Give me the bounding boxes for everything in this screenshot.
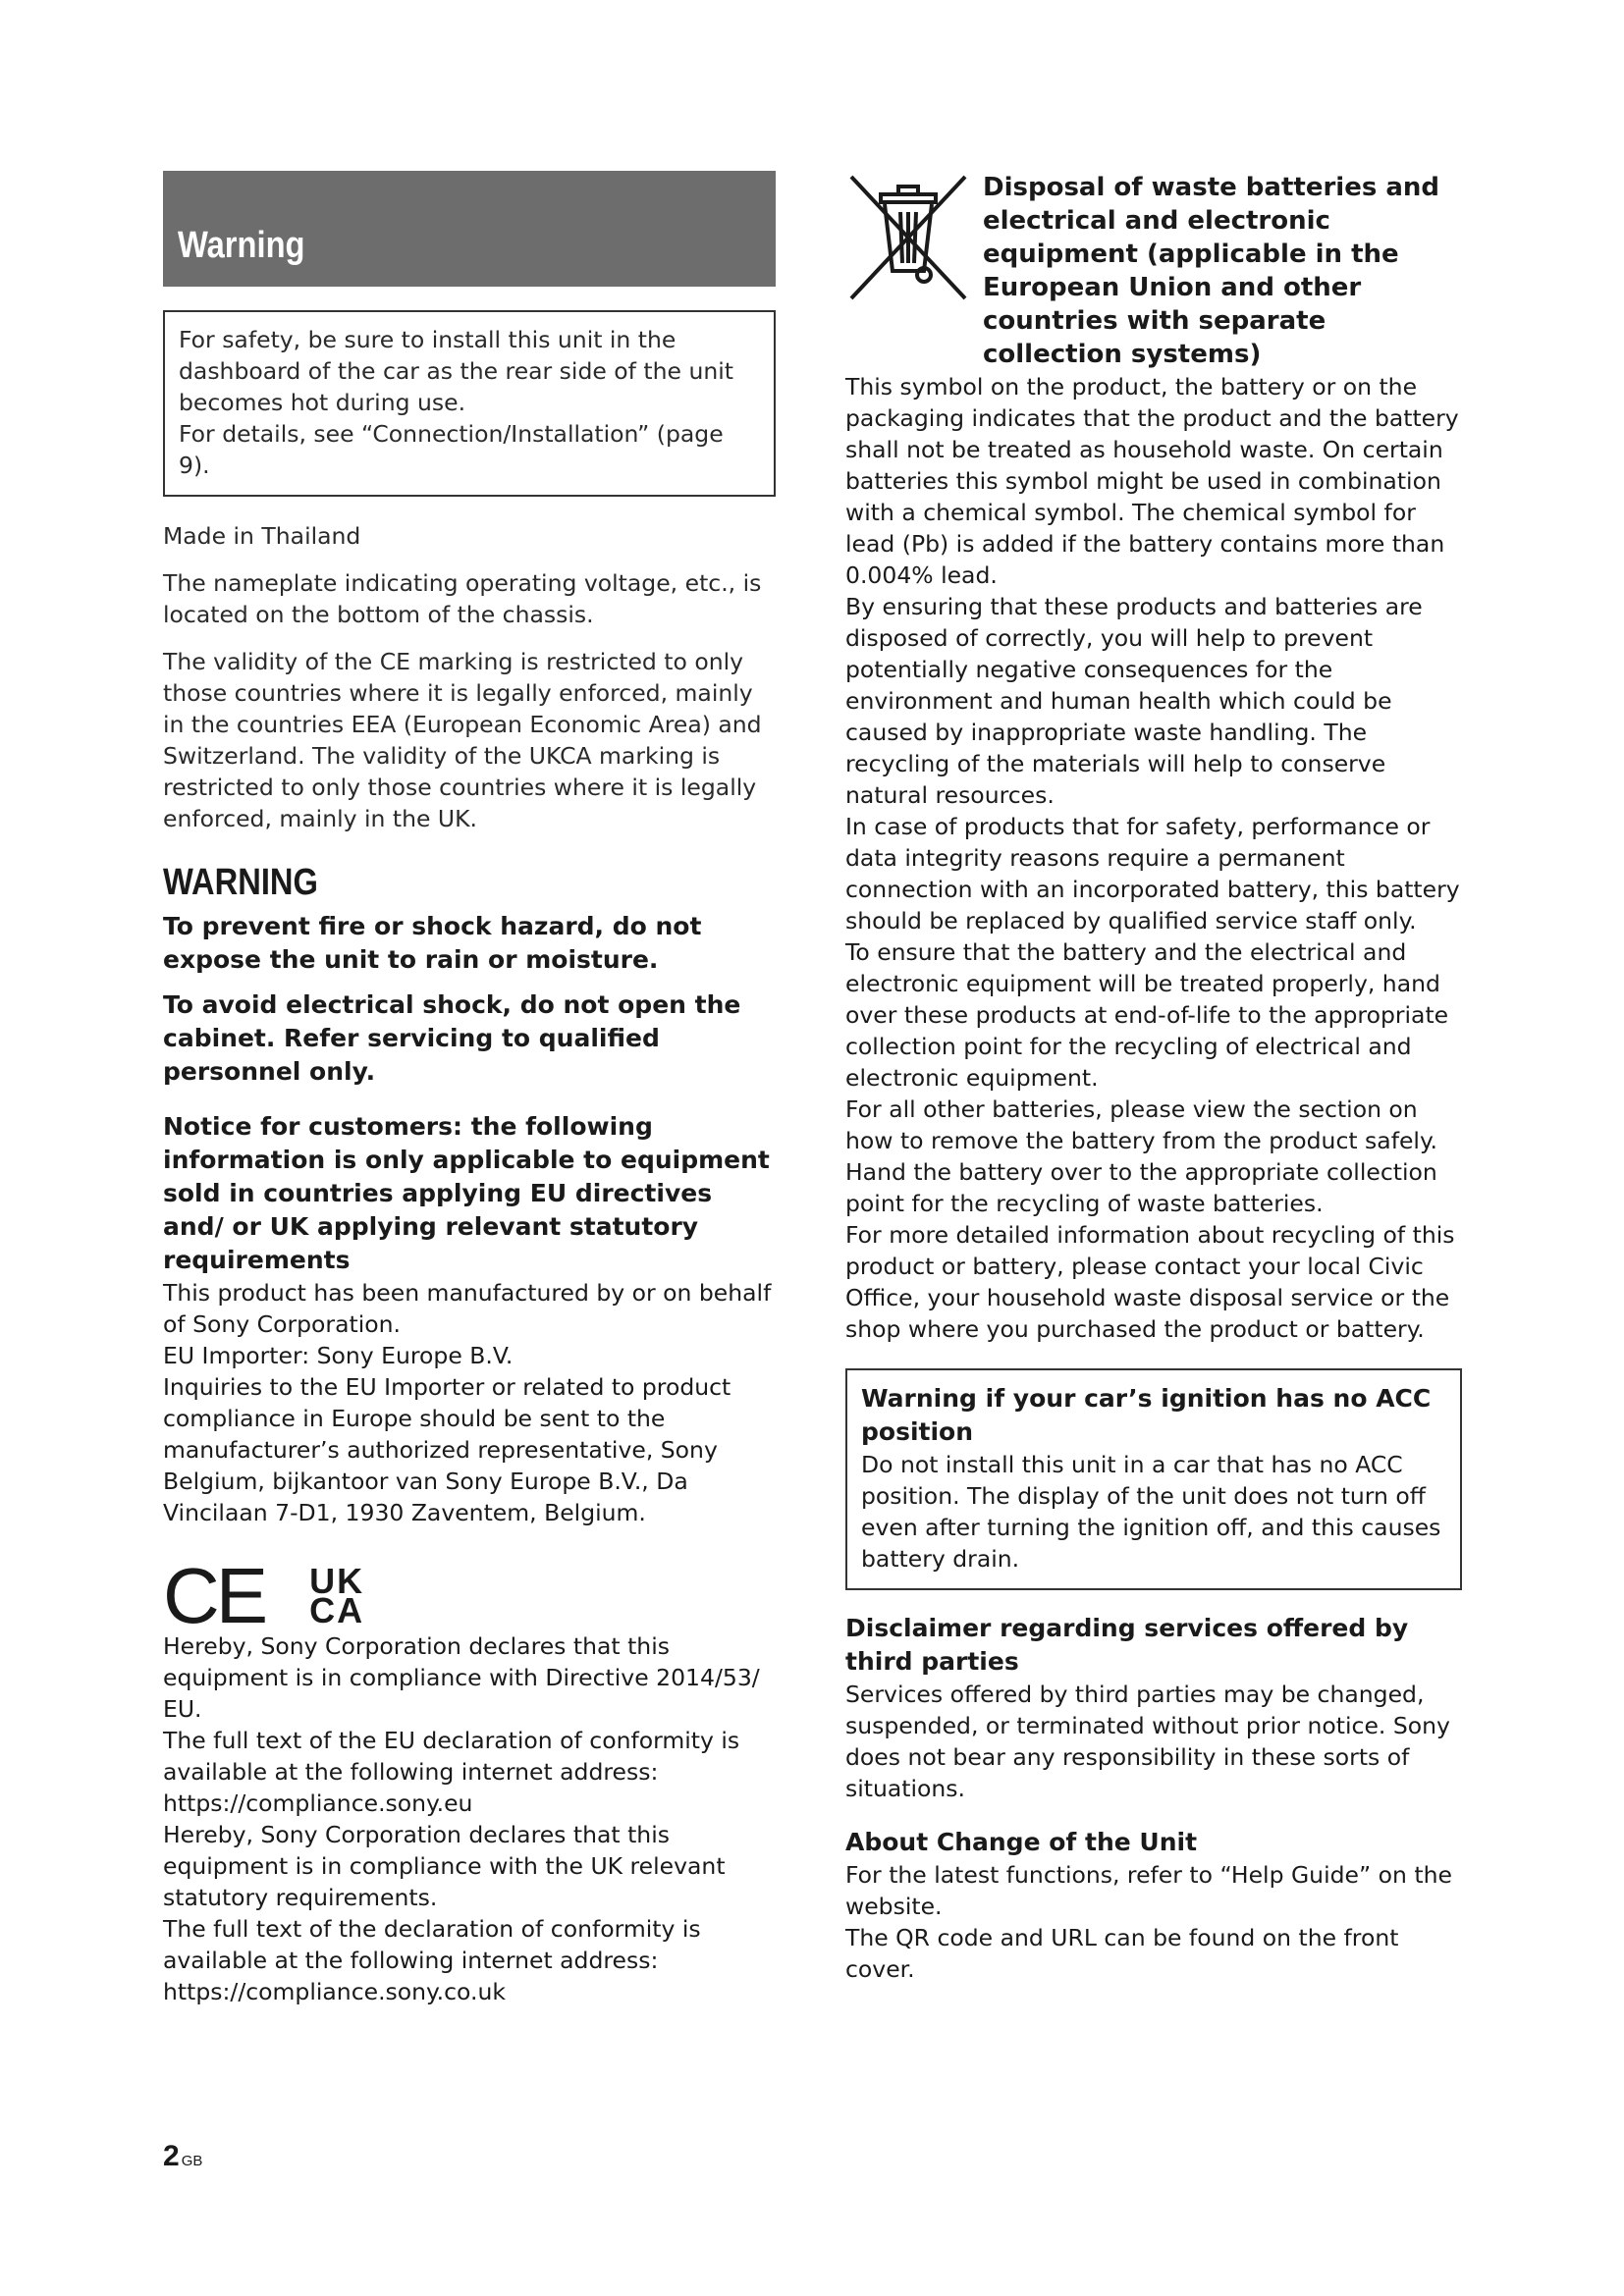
notice-heading: Notice for customers: the following information is only applicable to equipment sold in countries applying EU directives and/ or UK applying relevant statutory requirements xyxy=(163,1112,770,1274)
ce-validity-text: The validity of the CE marking is restricted to only those countries where it is legally enforced, mainly in the countries EEA (European Economic Area) and Switzerland. The validity of the UKCA marking is restricted to only those countries where it is legally enforced, mainly in the UK. xyxy=(163,648,762,832)
notice-manufacturer: This product has been manufactured by or on behalf of Sony Corporation. xyxy=(163,1279,772,1338)
disclaimer-text: Services offered by third parties may be changed, suspended, or terminated without prior notice. Sony does not bear any responsibility in these sorts of situations. xyxy=(845,1681,1450,1802)
safety-notice-box xyxy=(163,310,776,497)
ukca-mark xyxy=(309,1561,365,1630)
disposal-other-batteries-text: For all other batteries, please view the section on how to remove the battery from the product safely. Hand the battery over to the appropriate collection point for the recycling of waste batteries. xyxy=(845,1095,1437,1217)
page-language-suffix: GB xyxy=(181,2153,203,2169)
ce-mark: CE xyxy=(163,1552,265,1639)
notice-importer: EU Importer: Sony Europe B.V. xyxy=(163,1342,514,1369)
uk-declaration: Hereby, Sony Corporation declares that this equipment is in compliance with the UK relevant statutory requirements. xyxy=(163,1821,726,1911)
ukca-mark-bottom: CA xyxy=(309,1590,365,1630)
acc-warning-box xyxy=(845,1368,1462,1590)
disposal-more-info-text: For more detailed information about recycling of this product or battery, please contact your local Civic Office, your household waste disposal service or the shop where you purchased the product or battery. xyxy=(845,1221,1455,1343)
made-in: Made in Thailand xyxy=(163,522,361,550)
ukca-mark-top: UK xyxy=(309,1561,365,1601)
disposal-heading: Disposal of waste batteries and electrical and electronic equipment (applicable in the European Union and other countries with separate collection systems) xyxy=(983,173,1440,369)
disposal-environment-text: By ensuring that these products and batteries are disposed of correctly, you will help to prevent potentially negative consequences for the environment and human health which could be caused by inappropriate waste handling. The recycling of the materials will help to conserve natural resources. xyxy=(845,593,1423,809)
warning-banner-title: Warning xyxy=(178,225,305,266)
warning-fire: To prevent fire or shock hazard, do not expose the unit to rain or moisture. xyxy=(163,912,702,974)
warning-heading: WARNING xyxy=(163,862,318,903)
page-number xyxy=(163,2140,202,2173)
notice-inquiries: Inquiries to the EU Importer or related to product compliance in Europe should be sent to the manufacturer’s authorized representative, Sony Belgium, bijkantoor van Sony Europe B.V., Da Vincilaan 7-D1, 1930 Zaventem, Belgium. xyxy=(163,1373,731,1526)
conformity-marks xyxy=(163,1552,776,1639)
disposal-symbol-text: This symbol on the product, the battery or on the packaging indicates that the product and the battery shall not be treated as household waste. On certain batteries this symbol might be used in combination with a chemical symbol. The chemical symbol for lead (Pb) is added if the battery contains more than 0.004% lead. xyxy=(845,373,1459,589)
safety-details: For details, see “Connection/Installation” (page 9). xyxy=(179,420,724,479)
change-qr-text: The QR code and URL can be found on the front cover. xyxy=(845,1924,1399,1983)
acc-warning-text: Do not install this unit in a car that has no ACC position. The display of the unit does not turn off even after turning the ignition off, and this causes battery drain. xyxy=(861,1451,1441,1573)
uk-declaration-url: https://compliance.sony.co.uk xyxy=(163,1978,506,2005)
crossed-bin-icon xyxy=(845,171,983,371)
change-help-guide-text: For the latest functions, refer to “Help Guide” on the website. xyxy=(845,1861,1452,1920)
eu-declaration-url: https://compliance.sony.eu xyxy=(163,1789,473,1817)
nameplate-text: The nameplate indicating operating voltage, etc., is located on the bottom of the chassis. xyxy=(163,569,762,628)
left-column xyxy=(163,171,776,2007)
page-number-value: 2 xyxy=(163,2140,180,2172)
acc-warning-heading: Warning if your car’s ignition has no ACC position xyxy=(861,1384,1432,1446)
eu-declaration-text: The full text of the EU declaration of conformity is available at the following internet address: xyxy=(163,1727,740,1786)
change-heading: About Change of the Unit xyxy=(845,1828,1198,1856)
disposal-collection-text: To ensure that the battery and the electrical and electronic equipment will be treated properly, hand over these products at end-of-life to the appropriate collection point for the recycling of electrical and electronic equipment. xyxy=(845,938,1449,1092)
warning-shock: To avoid electrical shock, do not open the cabinet. Refer servicing to qualified personnel only. xyxy=(163,990,741,1086)
warning-banner xyxy=(163,171,776,287)
disposal-incorporated-battery-text: In case of products that for safety, performance or data integrity reasons require a permanent connection with an incorporated battery, this battery should be replaced by qualified service staff only. xyxy=(845,813,1460,934)
uk-declaration-text: The full text of the declaration of conformity is available at the following internet address: xyxy=(163,1915,701,1974)
disclaimer-heading: Disclaimer regarding services offered by third parties xyxy=(845,1614,1409,1676)
right-column xyxy=(845,171,1462,1985)
eu-declaration: Hereby, Sony Corporation declares that this equipment is in compliance with Directive 2014/53/ EU. xyxy=(163,1632,760,1723)
safety-text: For safety, be sure to install this unit in the dashboard of the car as the rear side of the unit becomes hot during use. xyxy=(179,326,733,416)
disposal-section xyxy=(845,171,1462,371)
